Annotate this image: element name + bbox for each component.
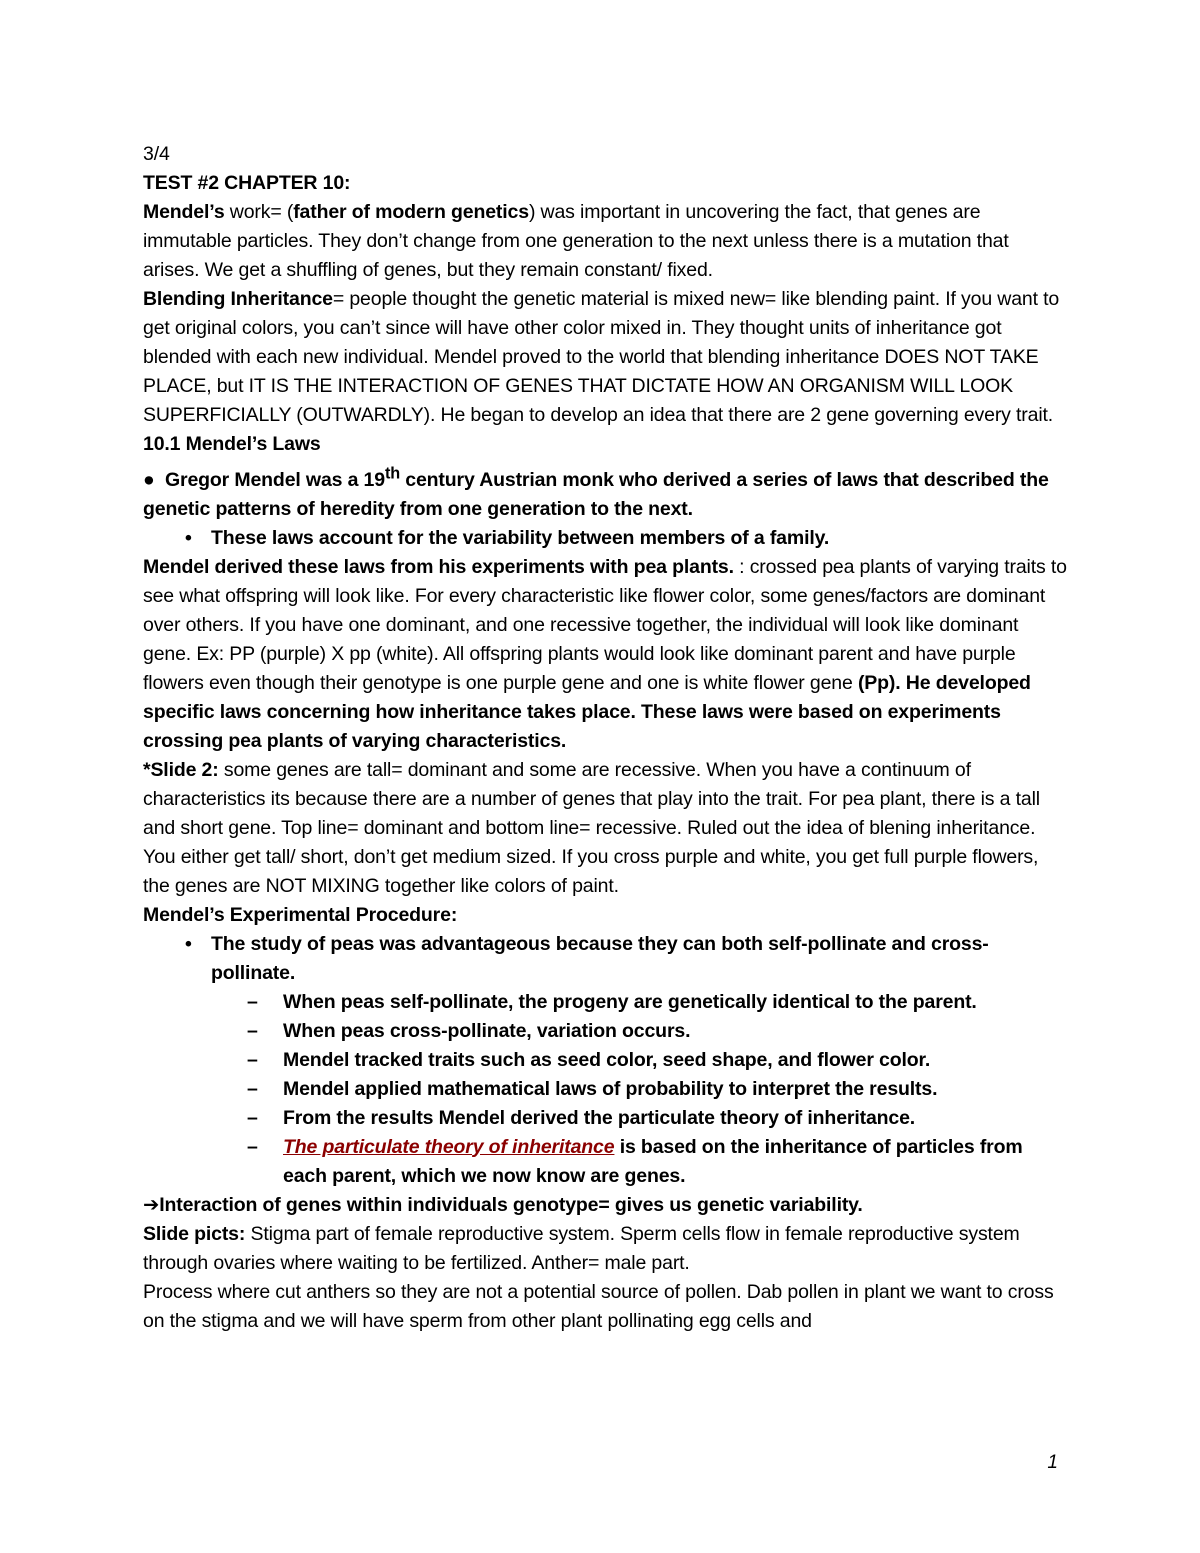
bullet-dot-icon: • <box>185 526 192 549</box>
p3-text: : crossed pea plants of varying traits to see what offspring will look like. For every characteristic like flower color, some genes/factors are dominant over others. If you have one dominant, and one recessive together, the individual will look like dominant gene. Ex: PP (purple) X pp (white). All offspring plants would look like dominant parent and have purple flowers even though their genotype is one purple gene and one is white flower gene <box>143 555 1067 694</box>
dash-item-particulate-definition <box>143 1133 1068 1191</box>
p1-text-b: ) was important in uncovering the fact, that genes are immutable particles. They don’t change from one generation to the next unless there is a mutation that arises. We get a shuffling of genes, but they remain constant/ fixed. <box>143 201 1009 281</box>
p1-text-a: work= ( <box>224 201 294 223</box>
bullet1-text-b: century Austrian monk who derived a series of laws that described the genetic patterns of heredity from one generation to the next. <box>143 468 1049 520</box>
arrow-line-text: Interaction of genes within individuals genotype= gives us genetic variability. <box>159 1193 863 1216</box>
dash3-text: Mendel tracked traits such as seed color, seed shape, and flower color. <box>283 1048 931 1071</box>
section-title <box>143 430 1068 459</box>
experimental-procedure-heading <box>143 901 1068 930</box>
dash-icon: – <box>247 1135 258 1158</box>
arrow-line <box>143 1191 1068 1220</box>
dash6-emphasis: The particulate theory of inheritance <box>283 1135 615 1158</box>
dash-item-probability <box>143 1075 1068 1104</box>
p3-bold2: (Pp). He developed specific laws concerning how inheritance takes place. These laws were based on experiments crossing pea plants of varying characteristics. <box>143 671 1031 752</box>
section-title-text: 10.1 Mendel’s Laws <box>143 433 321 455</box>
dash2-text: When peas cross-pollinate, variation occurs. <box>283 1019 691 1042</box>
dash-item-tracked-traits <box>143 1046 1068 1075</box>
p2-text: = people thought the genetic material is mixed new= like blending paint. If you want to get original colors, you can’t since will have other color mixed in. They thought units of inheritance got blended with each new individual. Mendel proved to the world that blending inheritance DOES NOT TAKE PLACE, but IT IS THE INTERACTION OF GENES THAT DICTATE HOW AN ORGANISM WILL LOOK SUPERFICIALLY (OUTWARDLY). He began to develop an idea that there are 2 gene governing every trait. <box>143 288 1060 426</box>
dash1-text: When peas self-pollinate, the progeny are genetically identical to the parent. <box>283 990 977 1013</box>
slide2-label: *Slide 2: <box>143 758 219 781</box>
bullet-dot-icon: ● <box>143 468 155 491</box>
paragraph-slide-picts <box>143 1220 1068 1278</box>
paragraph-blending-inheritance <box>143 285 1068 430</box>
dash-item-cross-pollinate <box>143 1017 1068 1046</box>
bullet-dot-icon: • <box>185 932 192 955</box>
page-number: 1 <box>1047 1452 1058 1473</box>
p5-heading-text: Mendel’s Experimental Procedure: <box>143 903 458 926</box>
paragraph-mendel-work <box>143 198 1068 285</box>
dash5-text: From the results Mendel derived the particulate theory of inheritance. <box>283 1106 916 1129</box>
dash-icon: – <box>247 990 258 1013</box>
bullet2-text: These laws account for the variability between members of a family. <box>211 526 830 549</box>
mendel-label: Mendel’s <box>143 201 225 223</box>
document-body <box>143 140 1068 1336</box>
dash-icon: – <box>247 1048 258 1071</box>
bullet1-superscript: th <box>384 464 400 482</box>
dash6-text: is based on the inheritance of particles from each parent, which we now know are genes. <box>283 1135 1023 1187</box>
bullet-gregor-mendel <box>143 459 1068 524</box>
chapter-heading <box>143 169 1068 198</box>
p1-bold: father of modern genetics <box>293 201 529 223</box>
arrow-right-icon: ➔ <box>143 1193 160 1216</box>
dash-icon: – <box>247 1106 258 1129</box>
bullet1-text-a: Gregor Mendel was a 19 <box>165 468 385 491</box>
paragraph-slide-2 <box>143 756 1068 901</box>
p3-bold: Mendel derived these laws from his experiments with pea plants. <box>143 555 734 578</box>
dash-icon: – <box>247 1019 258 1042</box>
p6-text: Stigma part of female reproductive system. Sperm cells flow in female reproductive system through ovaries where waiting to be fertilized. Anther= male part. <box>143 1222 1020 1274</box>
paragraph-process: Process where cut anthers so they are not a potential source of pollen. Dab pollen in plant we want to cross on the stigma and we will have sperm from other plant pollinating egg cells and <box>143 1280 1054 1332</box>
bullet3-text: The study of peas was advantageous because they can both self-pollinate and cross-pollinate. <box>211 932 989 984</box>
dash4-text: Mendel applied mathematical laws of probability to interpret the results. <box>283 1077 938 1100</box>
slide-picts-label: Slide picts: <box>143 1222 246 1245</box>
date-line: 3/4 <box>143 143 170 165</box>
dash-item-particulate-theory <box>143 1104 1068 1133</box>
dash-icon: – <box>247 1077 258 1100</box>
blending-label: Blending Inheritance <box>143 288 333 310</box>
bullet-variability <box>143 524 1068 553</box>
bullet-study-of-peas <box>143 930 1068 988</box>
p4-text: some genes are tall= dominant and some are recessive. When you have a continuum of characteristics its because there are a number of genes that play into the trait. For pea plant, there is a tall and short gene. Top line= dominant and bottom line= recessive. Ruled out the idea of blening inheritance. You either get tall/ short, don’t get medium sized. If you cross purple and white, you get full purple flowers, the genes are NOT MIXING together like colors of paint. <box>143 758 1040 897</box>
paragraph-pea-plants <box>143 553 1068 756</box>
dash-item-self-pollinate <box>143 988 1068 1017</box>
chapter-heading-text: TEST #2 CHAPTER 10: <box>143 172 351 194</box>
